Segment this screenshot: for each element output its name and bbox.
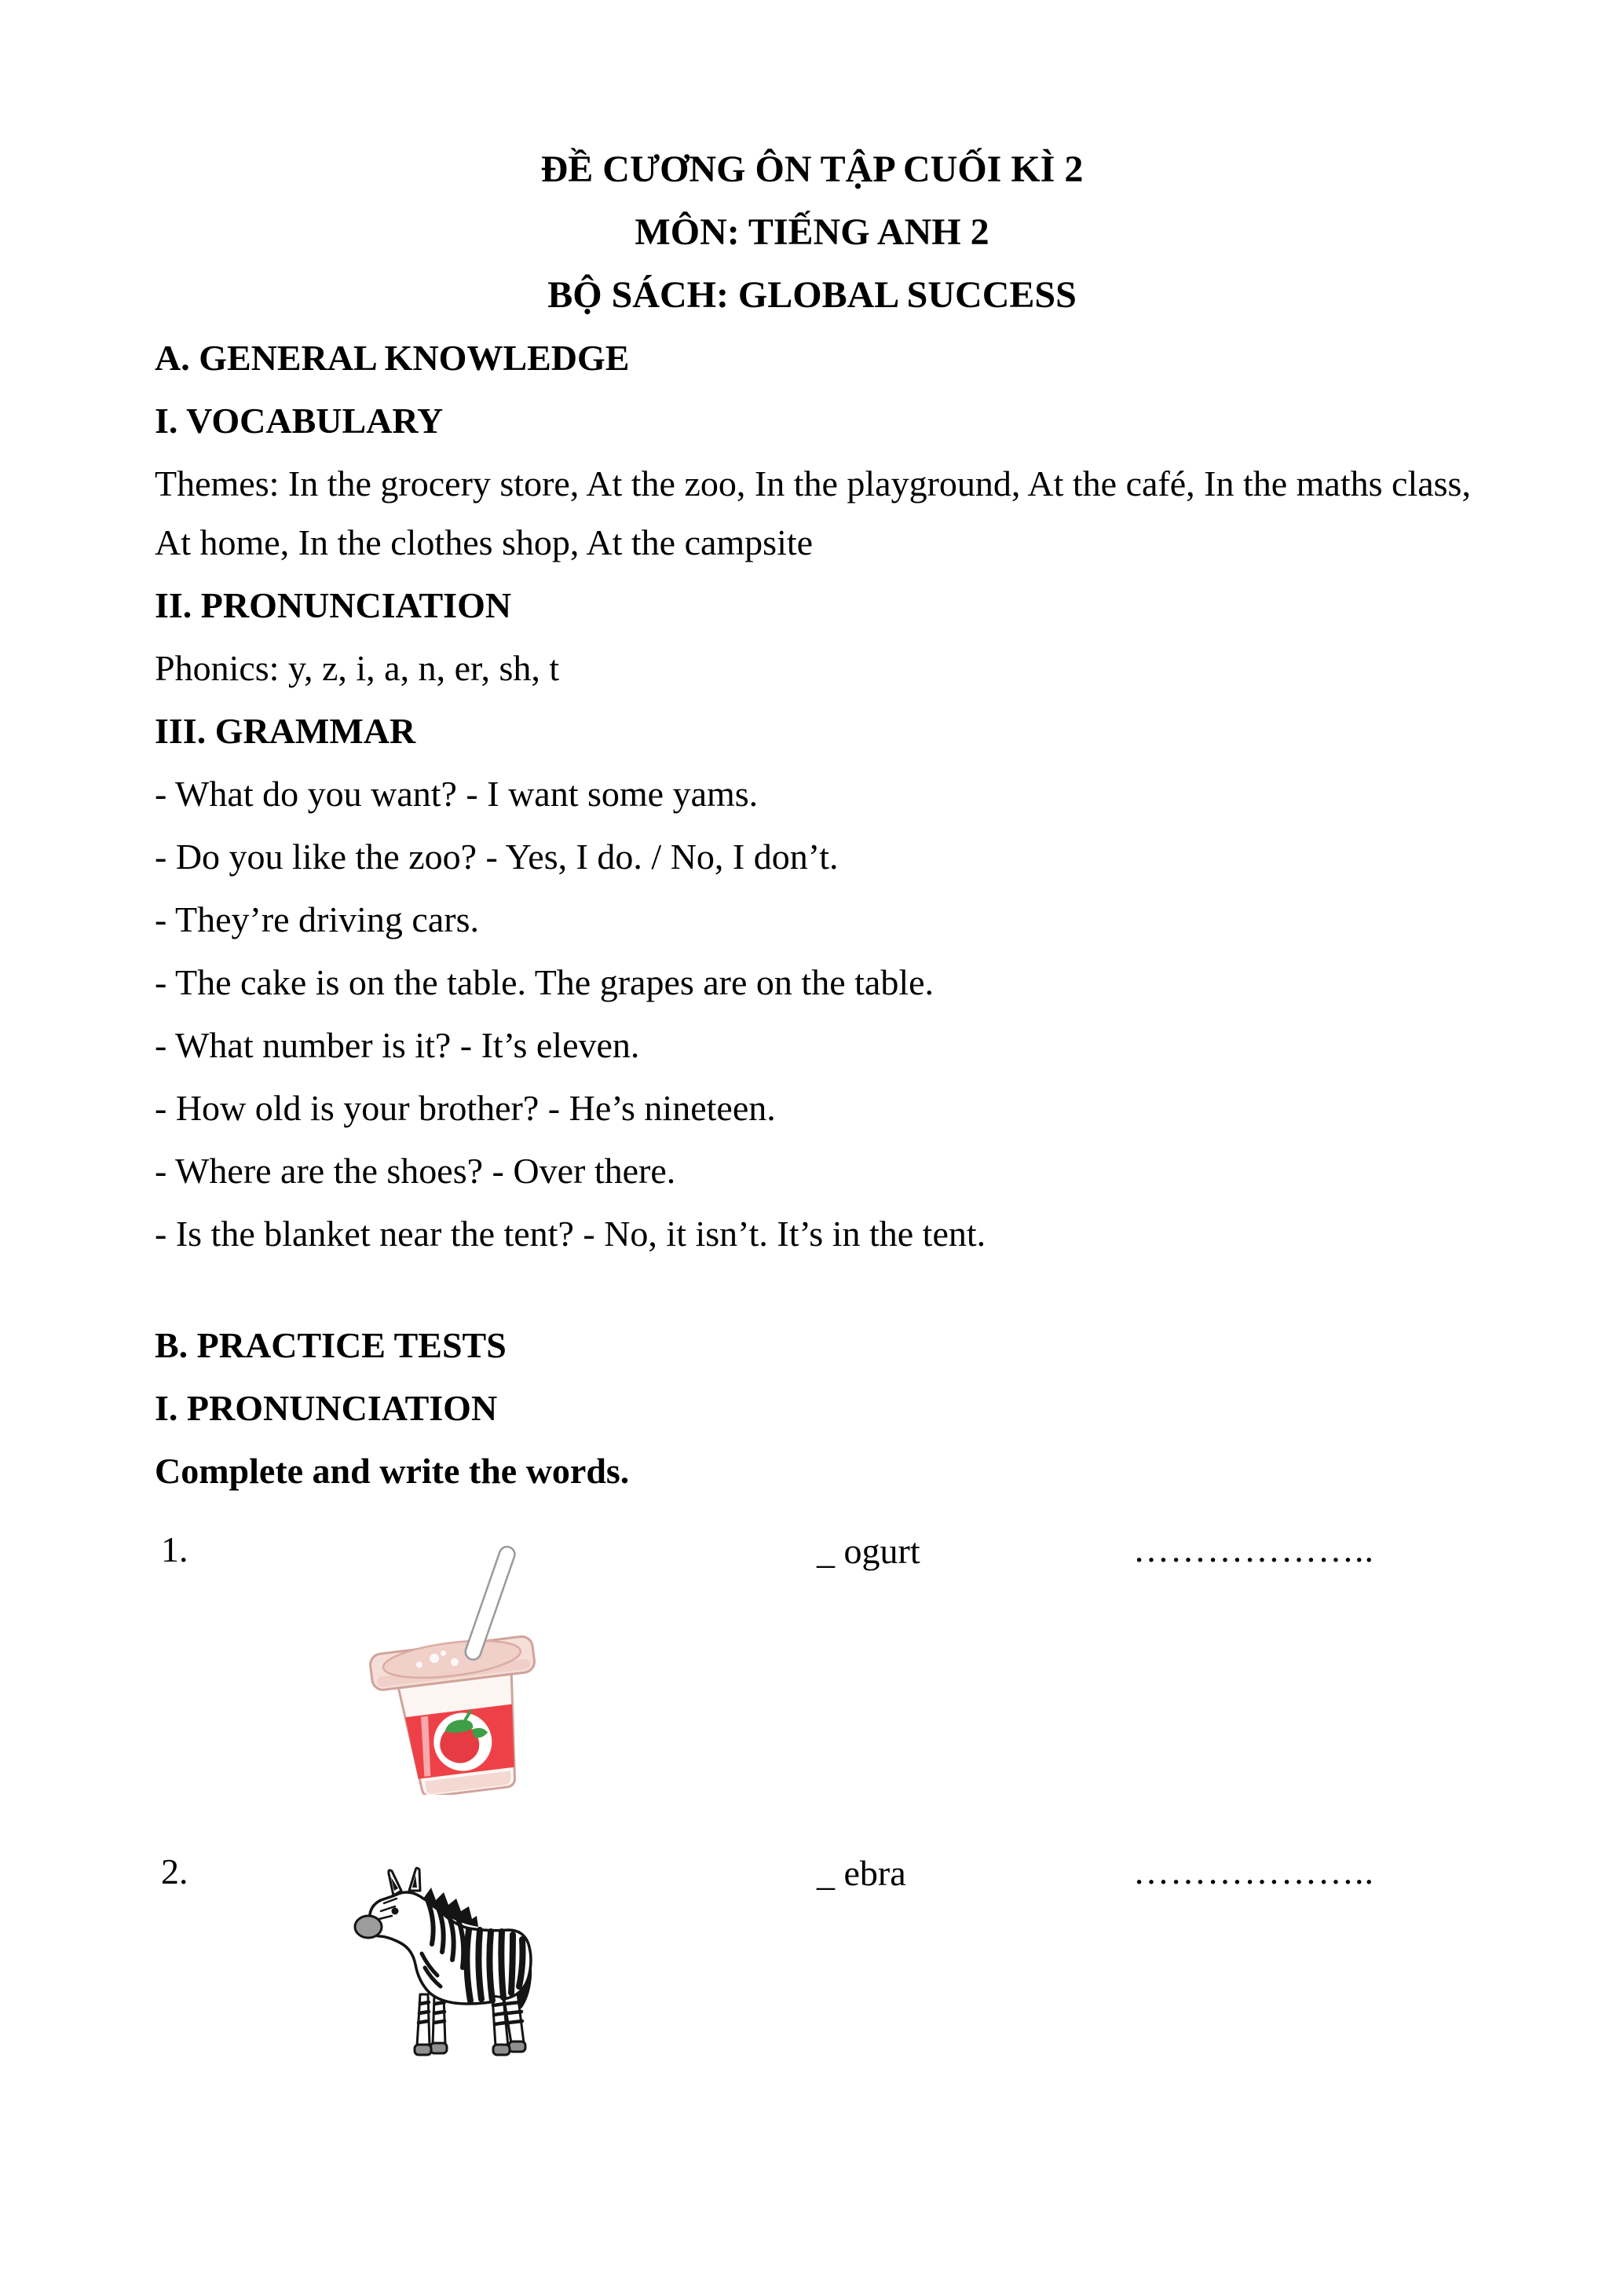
grammar-line: - What do you want? - I want some yams. — [155, 774, 759, 814]
grammar-line: - They’re driving cars. — [155, 899, 479, 939]
zebra-eye — [392, 1908, 399, 1915]
section-b-pronunciation-heading: I. PRONUNCIATION — [155, 1388, 498, 1428]
exercise-word-hint: _ ebra — [817, 1853, 906, 1893]
strawberry-yogurt-illustration — [353, 1543, 561, 1795]
zebra-muzzle — [355, 1916, 382, 1938]
document-title-line-3: BỘ SÁCH: GLOBAL SUCCESS — [547, 274, 1077, 316]
exercise-item-number: 1. — [161, 1529, 188, 1569]
document-title-line-2: MÔN: TIẾNG ANH 2 — [635, 211, 989, 253]
themes-line-2: At home, In the clothes shop, At the campsite — [155, 522, 814, 562]
vocabulary-heading: I. VOCABULARY — [155, 401, 444, 441]
zebra-illustration — [349, 1855, 546, 2060]
answer-line: ……………….. — [1133, 1529, 1374, 1569]
grammar-line: - Where are the shoes? - Over there. — [155, 1151, 676, 1191]
grammar-line: - How old is your brother? - He’s nineteen. — [155, 1088, 776, 1128]
exercise-instruction: Complete and write the words. — [155, 1451, 630, 1491]
grammar-heading: III. GRAMMAR — [155, 711, 416, 751]
phonics-line: Phonics: y, z, i, a, n, er, sh, t — [155, 648, 560, 688]
pronunciation-heading: II. PRONUNCIATION — [155, 585, 512, 625]
exercise-item-1 — [0, 1518, 1624, 1833]
grammar-line: - Is the blanket near the tent? - No, it isn’t. It’s in the tent. — [155, 1214, 986, 1254]
document-title-line-1: ĐỀ CƯƠNG ÔN TẬP CUỐI KÌ 2 — [540, 148, 1084, 190]
themes-line-1: Themes: In the grocery store, At the zoo, In the playground, At the café, In the maths class, — [155, 463, 1471, 504]
section-a-heading: A. GENERAL KNOWLEDGE — [155, 338, 630, 378]
grammar-line: - What number is it? - It’s eleven. — [155, 1025, 640, 1065]
answer-line: ……………….. — [1133, 1851, 1374, 1891]
section-b-heading: B. PRACTICE TESTS — [155, 1325, 507, 1365]
exercise-word-hint: _ ogurt — [817, 1531, 920, 1571]
grammar-line: - The cake is on the table. The grapes are on the table. — [155, 962, 935, 1002]
grammar-line: - Do you like the zoo? - Yes, I do. / No, I don’t. — [155, 837, 839, 877]
exercise-item-2 — [0, 1840, 1624, 2100]
exercise-item-number: 2. — [161, 1851, 188, 1891]
